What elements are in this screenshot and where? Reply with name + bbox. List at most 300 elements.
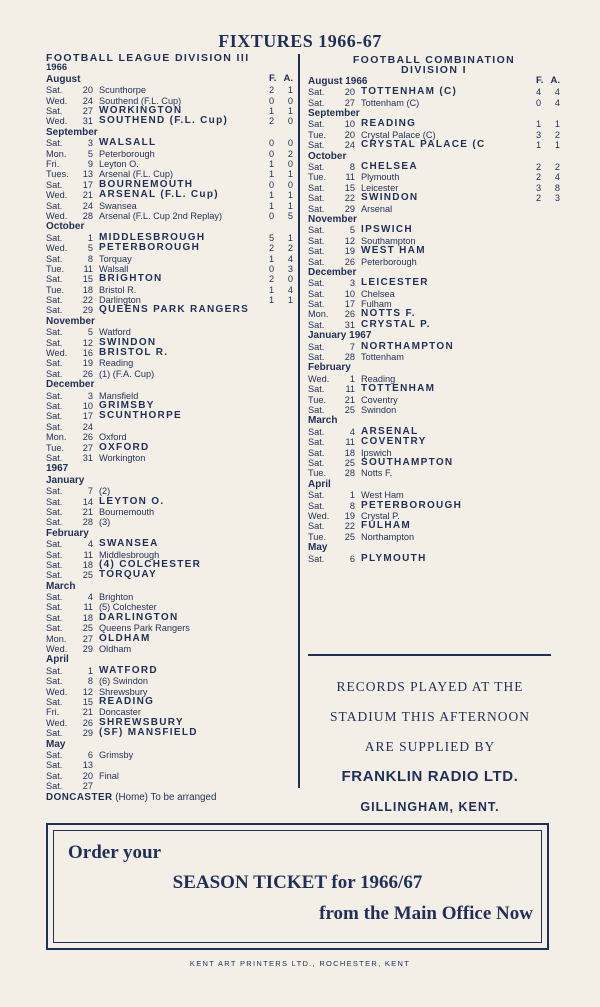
month-row bbox=[308, 542, 560, 553]
fixture-score bbox=[536, 98, 560, 108]
fixture-score bbox=[536, 204, 560, 214]
fixture-row bbox=[46, 159, 293, 169]
fixture-day: Sat. bbox=[308, 490, 325, 501]
score-for: 1 bbox=[269, 190, 275, 201]
score-for: 1 bbox=[269, 169, 275, 180]
fixture-date: 4 bbox=[87, 592, 93, 603]
fixture-score bbox=[269, 592, 293, 602]
fixture-day: Sat. bbox=[46, 592, 63, 603]
fixture-day: Tue. bbox=[308, 129, 327, 140]
fixture-opponent: Queens Park Rangers bbox=[99, 623, 190, 634]
month-label: April bbox=[308, 478, 331, 490]
fixture-date: 25 bbox=[344, 405, 355, 416]
fixture-date: 20 bbox=[82, 770, 93, 781]
fixture-date: 19 bbox=[82, 358, 93, 369]
league-year-row bbox=[46, 63, 293, 73]
fixture-opponent: OXFORD bbox=[99, 441, 150, 453]
fixture-score bbox=[536, 532, 560, 542]
fixture-opponent: Doncaster bbox=[99, 707, 141, 718]
fixture-opponent: Plymouth bbox=[361, 172, 400, 183]
fixture-row bbox=[46, 760, 293, 770]
fixture-day: Sat. bbox=[46, 506, 63, 517]
fixture-opponent: ARSENAL (F.L. Cup) bbox=[99, 189, 219, 201]
fixture-date: 4 bbox=[349, 426, 355, 437]
fixture-row bbox=[46, 327, 293, 337]
score-against: 1 bbox=[287, 85, 293, 96]
fixture-opponent: (3) bbox=[99, 517, 111, 528]
fixture-date: 24 bbox=[82, 95, 93, 106]
fixture-day: Mon. bbox=[46, 633, 67, 644]
fixture-day: Sat. bbox=[46, 179, 63, 190]
month-row bbox=[308, 151, 560, 162]
fixture-day: Wed. bbox=[308, 373, 330, 384]
fixture-score bbox=[269, 358, 293, 368]
fixture-date: 31 bbox=[344, 319, 355, 330]
fixture-score bbox=[536, 119, 560, 129]
fixture-date: 6 bbox=[349, 553, 355, 564]
fixture-day: Sat. bbox=[46, 274, 63, 285]
fixture-opponent: Leyton O. bbox=[99, 158, 139, 169]
fixture-day: Sat. bbox=[46, 697, 63, 708]
fixture-date: 26 bbox=[82, 368, 93, 379]
fixture-score bbox=[536, 458, 560, 468]
month-row bbox=[308, 415, 560, 426]
fixture-day: Sat. bbox=[46, 728, 63, 739]
score-against: 1 bbox=[287, 169, 293, 180]
fixture-score bbox=[269, 687, 293, 697]
fixture-opponent: Notts F. bbox=[361, 468, 393, 479]
fixture-row bbox=[308, 352, 560, 362]
fixture-date: 15 bbox=[82, 274, 93, 285]
fixture-score bbox=[269, 285, 293, 295]
fixture-score bbox=[269, 634, 293, 644]
score-for: 0 bbox=[269, 210, 275, 221]
fixture-row bbox=[308, 289, 560, 299]
fixture-row bbox=[46, 411, 293, 421]
fixture-opponent: Southend (F.L. Cup) bbox=[99, 95, 182, 106]
fixture-date: 27 bbox=[82, 633, 93, 644]
fixture-day: Sat. bbox=[46, 305, 63, 316]
fixture-opponent: NORTHAMPTON bbox=[361, 340, 455, 352]
fixture-date: 13 bbox=[82, 169, 93, 180]
fixture-opponent: TORQUAY bbox=[99, 569, 158, 581]
fixture-day: Sat. bbox=[46, 559, 63, 570]
score-against: 8 bbox=[554, 182, 560, 193]
fixture-date: 22 bbox=[82, 295, 93, 306]
fixture-day: Sat. bbox=[308, 97, 325, 108]
fixture-day: Sat. bbox=[46, 549, 63, 560]
fixture-opponent: SHREWSBURY bbox=[99, 716, 184, 728]
fixture-date: 21 bbox=[82, 506, 93, 517]
fixture-opponent: CHELSEA bbox=[361, 160, 418, 172]
fixture-score bbox=[269, 338, 293, 348]
fixture-opponent bbox=[99, 760, 269, 770]
fixture-opponent: Torquay bbox=[99, 253, 132, 264]
score-against: 4 bbox=[287, 253, 293, 264]
fixture-score bbox=[536, 289, 560, 299]
fixture-day: Wed. bbox=[46, 717, 68, 728]
fixture-opponent: (5) Colchester bbox=[99, 602, 157, 613]
season-ticket-line-3: from the Main Office Now bbox=[319, 903, 533, 924]
fixture-date: 14 bbox=[82, 496, 93, 507]
month-row bbox=[308, 330, 560, 341]
records-separator bbox=[308, 654, 551, 656]
month-label: October bbox=[308, 150, 347, 162]
fixture-day: Sat. bbox=[46, 676, 63, 687]
fixture-opponent: WORKINGTON bbox=[99, 105, 183, 116]
fixture-score bbox=[536, 342, 560, 352]
fixture-date: 18 bbox=[344, 447, 355, 458]
combination-fixtures bbox=[308, 55, 560, 564]
fixture-score bbox=[269, 274, 293, 284]
fixture-row bbox=[308, 521, 560, 531]
month-label: December bbox=[46, 379, 95, 391]
league-heading: FOOTBALL LEAGUE DIVISION III bbox=[46, 52, 250, 64]
month-row bbox=[308, 479, 560, 490]
records-line-3: ARE SUPPLIED BY bbox=[364, 739, 496, 754]
score-against: 4 bbox=[554, 97, 560, 108]
fixture-row bbox=[46, 623, 293, 633]
score-against: 1 bbox=[554, 119, 560, 130]
fixture-day: Sat. bbox=[46, 623, 63, 634]
fixture-row bbox=[46, 348, 293, 358]
month-row bbox=[46, 127, 293, 138]
fixture-day: Sat. bbox=[46, 421, 63, 432]
fixture-score bbox=[269, 602, 293, 612]
score-against: 1 bbox=[287, 190, 293, 201]
fixture-row bbox=[308, 309, 560, 319]
fixture-score bbox=[269, 539, 293, 549]
fixture-date: 27 bbox=[344, 97, 355, 108]
fixture-date: 28 bbox=[344, 352, 355, 363]
fixture-opponent: READING bbox=[99, 696, 155, 708]
fixture-day: Sat. bbox=[308, 500, 325, 511]
fixture-row bbox=[308, 236, 560, 246]
month-row bbox=[46, 463, 293, 474]
fixture-row bbox=[308, 384, 560, 394]
fixture-date: 11 bbox=[83, 602, 93, 613]
fixture-score bbox=[536, 183, 560, 193]
fixture-score bbox=[536, 87, 560, 97]
fixture-date: 16 bbox=[82, 348, 93, 359]
month-label: January bbox=[46, 474, 85, 486]
fixture-opponent: SWINDON bbox=[99, 336, 157, 348]
fixture-day: Sat. bbox=[308, 278, 325, 289]
fixture-row bbox=[46, 644, 293, 654]
fixture-score bbox=[536, 130, 560, 140]
fixture-opponent: MIDDLESBROUGH bbox=[99, 231, 206, 243]
fixture-score bbox=[269, 180, 293, 190]
fixture-opponent: FULHAM bbox=[361, 520, 412, 532]
fixture-row bbox=[308, 257, 560, 267]
fixture-date: 26 bbox=[82, 432, 93, 443]
fixture-date: 4 bbox=[87, 539, 93, 550]
fixture-row bbox=[46, 358, 293, 368]
fixture-score bbox=[269, 96, 293, 106]
month-label: September bbox=[46, 126, 98, 138]
fixture-row bbox=[46, 264, 293, 274]
fixture-opponent: Leicester bbox=[361, 182, 399, 193]
fixture-opponent: LEICESTER bbox=[361, 277, 429, 289]
fixture-opponent: Swindon bbox=[361, 405, 397, 416]
fixture-opponent: SCUNTHORPE bbox=[99, 410, 183, 422]
fixture-score bbox=[269, 391, 293, 401]
score-against: 0 bbox=[287, 158, 293, 169]
fixture-date: 10 bbox=[344, 288, 355, 299]
month-row bbox=[46, 528, 293, 539]
fixture-opponent: Oxford bbox=[99, 432, 127, 443]
score-for: 1 bbox=[536, 119, 542, 130]
fixture-day: Sat. bbox=[46, 106, 63, 116]
fixture-date: 8 bbox=[349, 161, 355, 172]
month-label: September bbox=[308, 108, 360, 119]
fixture-score bbox=[269, 159, 293, 169]
fixture-score bbox=[536, 490, 560, 500]
fixture-day: Sat. bbox=[46, 358, 63, 369]
fixture-opponent: Reading bbox=[99, 358, 134, 369]
fixture-opponent: BRISTOL R. bbox=[99, 347, 169, 359]
fixture-row bbox=[308, 395, 560, 405]
fixture-opponent: WATFORD bbox=[99, 664, 158, 676]
fixture-opponent: Northampton bbox=[361, 531, 415, 542]
fixture-score bbox=[536, 437, 560, 447]
fixture-day: Sat. bbox=[308, 458, 325, 468]
score-for: 2 bbox=[269, 116, 275, 127]
fixture-date: 8 bbox=[87, 676, 93, 687]
score-against: 4 bbox=[287, 284, 293, 295]
fixture-score bbox=[269, 190, 293, 200]
fixture-date: 21 bbox=[82, 190, 93, 201]
fixture-day: Sat. bbox=[46, 337, 63, 348]
score-for: 0 bbox=[536, 97, 542, 108]
fixture-row bbox=[46, 274, 293, 284]
fixture-row bbox=[46, 771, 293, 781]
fixture-score bbox=[269, 676, 293, 686]
fixture-opponent: SWANSEA bbox=[99, 538, 159, 550]
fixture-date: 1 bbox=[87, 665, 93, 676]
fixture-opponent: SWINDON bbox=[361, 192, 419, 204]
fixture-row bbox=[46, 254, 293, 264]
fixture-score bbox=[269, 750, 293, 760]
fixture-opponent: Arsenal bbox=[361, 203, 393, 214]
fixture-date: 13 bbox=[82, 760, 93, 771]
fixture-row bbox=[46, 138, 293, 148]
fixture-date: 18 bbox=[82, 284, 93, 295]
month-row bbox=[46, 739, 293, 750]
fixture-row bbox=[46, 305, 293, 315]
fixture-day: Sat. bbox=[308, 182, 325, 193]
fixture-row bbox=[46, 539, 293, 549]
fixture-row bbox=[46, 243, 293, 253]
fixture-score bbox=[269, 201, 293, 211]
score-against: 0 bbox=[287, 95, 293, 106]
fixture-day: Sat. bbox=[308, 447, 325, 458]
month-label: April bbox=[46, 654, 69, 666]
score-against: 1 bbox=[554, 140, 560, 151]
fixture-date: 5 bbox=[87, 243, 93, 254]
fixture-row bbox=[308, 278, 560, 288]
fixture-day: Sat. bbox=[308, 553, 325, 564]
fixture-score bbox=[269, 295, 293, 305]
fixture-opponent: CRYSTAL P. bbox=[361, 318, 431, 330]
fixture-row bbox=[46, 517, 293, 527]
month-label: August bbox=[46, 73, 81, 85]
fixture-score bbox=[536, 193, 560, 203]
score-against: 2 bbox=[287, 148, 293, 159]
fixture-row bbox=[46, 338, 293, 348]
fixture-score bbox=[269, 254, 293, 264]
month-label: November bbox=[46, 315, 95, 327]
fixture-day: Sat. bbox=[46, 401, 63, 411]
fixture-day: Tue. bbox=[46, 442, 65, 453]
score-against: 1 bbox=[287, 106, 293, 116]
fixture-day: Wed. bbox=[46, 210, 68, 221]
score-for: 1 bbox=[269, 295, 275, 306]
fixture-date: 15 bbox=[344, 182, 355, 193]
fixture-score bbox=[269, 264, 293, 274]
fixture-date: 26 bbox=[344, 309, 355, 320]
fixture-date: 25 bbox=[82, 623, 93, 634]
fixture-opponent: Bournemouth bbox=[99, 506, 155, 517]
fixture-score bbox=[536, 374, 560, 384]
month-label: August 1966 bbox=[308, 75, 368, 87]
fixture-row bbox=[46, 149, 293, 159]
fixture-day: Sat. bbox=[46, 781, 63, 792]
score-for: 1 bbox=[536, 140, 542, 151]
fixture-day: Sat. bbox=[308, 193, 325, 204]
fixture-opponent: PLYMOUTH bbox=[361, 552, 427, 564]
fixture-opponent: Brighton bbox=[99, 592, 134, 603]
score-against: 2 bbox=[287, 243, 293, 254]
fixture-date: 9 bbox=[87, 158, 93, 169]
season-ticket-box bbox=[46, 823, 549, 950]
league-fixtures bbox=[46, 53, 293, 803]
month-label: February bbox=[46, 527, 89, 539]
fixture-day: Sat. bbox=[46, 539, 63, 550]
fixture-score bbox=[536, 468, 560, 478]
fixture-row bbox=[46, 453, 293, 463]
fixture-date: 3 bbox=[87, 390, 93, 401]
fixture-day: Sat. bbox=[46, 496, 63, 507]
fixture-opponent bbox=[99, 781, 269, 791]
fixture-day: Tue. bbox=[308, 172, 327, 183]
fixture-opponent: Chelsea bbox=[361, 288, 395, 299]
month-row bbox=[308, 267, 560, 278]
fixture-date: 18 bbox=[82, 612, 93, 623]
fixture-day: Sat. bbox=[46, 138, 63, 149]
fixture-day: Sat. bbox=[46, 295, 63, 306]
fixture-row bbox=[46, 507, 293, 517]
fixture-opponent: Walsall bbox=[99, 263, 129, 274]
fixture-row bbox=[46, 634, 293, 644]
fixture-row bbox=[308, 225, 560, 235]
fixture-day: Sat. bbox=[46, 612, 63, 623]
fixture-day: Sat. bbox=[308, 119, 325, 130]
fixture-score bbox=[269, 327, 293, 337]
fixture-opponent: SOUTHAMPTON bbox=[361, 457, 454, 468]
fixture-row bbox=[46, 432, 293, 442]
fixture-date: 8 bbox=[87, 253, 93, 264]
month-label: January 1967 bbox=[308, 330, 372, 342]
score-against: 1 bbox=[287, 232, 293, 243]
fixture-day: Sat. bbox=[46, 570, 63, 581]
fixture-date: 25 bbox=[344, 531, 355, 542]
fixture-score bbox=[269, 507, 293, 517]
fixture-date: 7 bbox=[349, 341, 355, 352]
fixture-opponent: COVENTRY bbox=[361, 436, 427, 448]
fixture-opponent: Arsenal (F.L. Cup) bbox=[99, 169, 174, 180]
fixture-opponent: Reading bbox=[361, 373, 396, 384]
fixture-score bbox=[269, 149, 293, 159]
fixture-score bbox=[536, 225, 560, 235]
fixture-day: Fri. bbox=[46, 707, 60, 718]
fixture-opponent: PETERBOROUGH bbox=[99, 242, 201, 254]
fixture-score bbox=[269, 369, 293, 379]
fixture-day: Sat. bbox=[46, 85, 63, 96]
fixture-score bbox=[269, 718, 293, 728]
score-for: 2 bbox=[269, 85, 275, 96]
fixture-date: 29 bbox=[82, 305, 93, 316]
fixture-score bbox=[269, 443, 293, 453]
fixture-opponent: (4) COLCHESTER bbox=[99, 558, 202, 570]
score-for: 2 bbox=[536, 161, 542, 172]
fixture-date: 22 bbox=[344, 521, 355, 532]
fixture-day: Sat. bbox=[46, 665, 63, 676]
fixture-day: Sat. bbox=[308, 140, 325, 151]
fixture-opponent: GRIMSBY bbox=[99, 400, 155, 411]
fixture-opponent: BRIGHTON bbox=[99, 273, 163, 285]
fixture-opponent: TOTTENHAM (C) bbox=[361, 86, 458, 98]
fixture-date: 1 bbox=[349, 373, 355, 384]
month-row bbox=[308, 214, 560, 225]
fixture-day: Tue. bbox=[308, 394, 327, 405]
fixture-score bbox=[536, 140, 560, 150]
fixture-day: Sat. bbox=[308, 384, 325, 395]
fixture-score bbox=[269, 560, 293, 570]
fixture-opponent: QUEENS PARK RANGERS bbox=[99, 304, 250, 316]
printer-credit: KENT ART PRINTERS LTD., ROCHESTER, KENT bbox=[189, 959, 411, 968]
fixture-score bbox=[269, 411, 293, 421]
fixture-day: Sat. bbox=[46, 760, 63, 771]
month-row bbox=[46, 581, 293, 592]
fixture-opponent: Coventry bbox=[361, 394, 398, 405]
score-for: 2 bbox=[536, 193, 542, 204]
fixture-day: Sat. bbox=[46, 749, 63, 760]
fixture-opponent: Ipswich bbox=[361, 447, 392, 458]
fixture-score bbox=[536, 384, 560, 394]
fixture-opponent: Crystal Palace (C) bbox=[361, 129, 436, 140]
fixture-day: Mon. bbox=[46, 148, 67, 159]
score-for: 1 bbox=[269, 158, 275, 169]
fixture-date: 22 bbox=[344, 193, 355, 204]
fixture-day: Sat. bbox=[308, 235, 325, 246]
fixture-row bbox=[46, 697, 293, 707]
fixture-day: Sat. bbox=[46, 452, 63, 463]
fixture-date: 31 bbox=[82, 116, 93, 127]
fixture-date: 25 bbox=[82, 570, 93, 581]
fixture-opponent bbox=[99, 422, 269, 432]
month-label: March bbox=[46, 580, 76, 592]
fixture-row bbox=[46, 560, 293, 570]
for-header: F. bbox=[269, 72, 277, 84]
fixture-date: 29 bbox=[344, 203, 355, 214]
fixture-score bbox=[269, 486, 293, 496]
fixture-day: Sat. bbox=[46, 390, 63, 401]
records-notice bbox=[308, 672, 552, 822]
month-label: December bbox=[308, 266, 357, 278]
fixture-opponent: Fulham bbox=[361, 299, 392, 310]
fixture-day: Sat. bbox=[308, 256, 325, 267]
